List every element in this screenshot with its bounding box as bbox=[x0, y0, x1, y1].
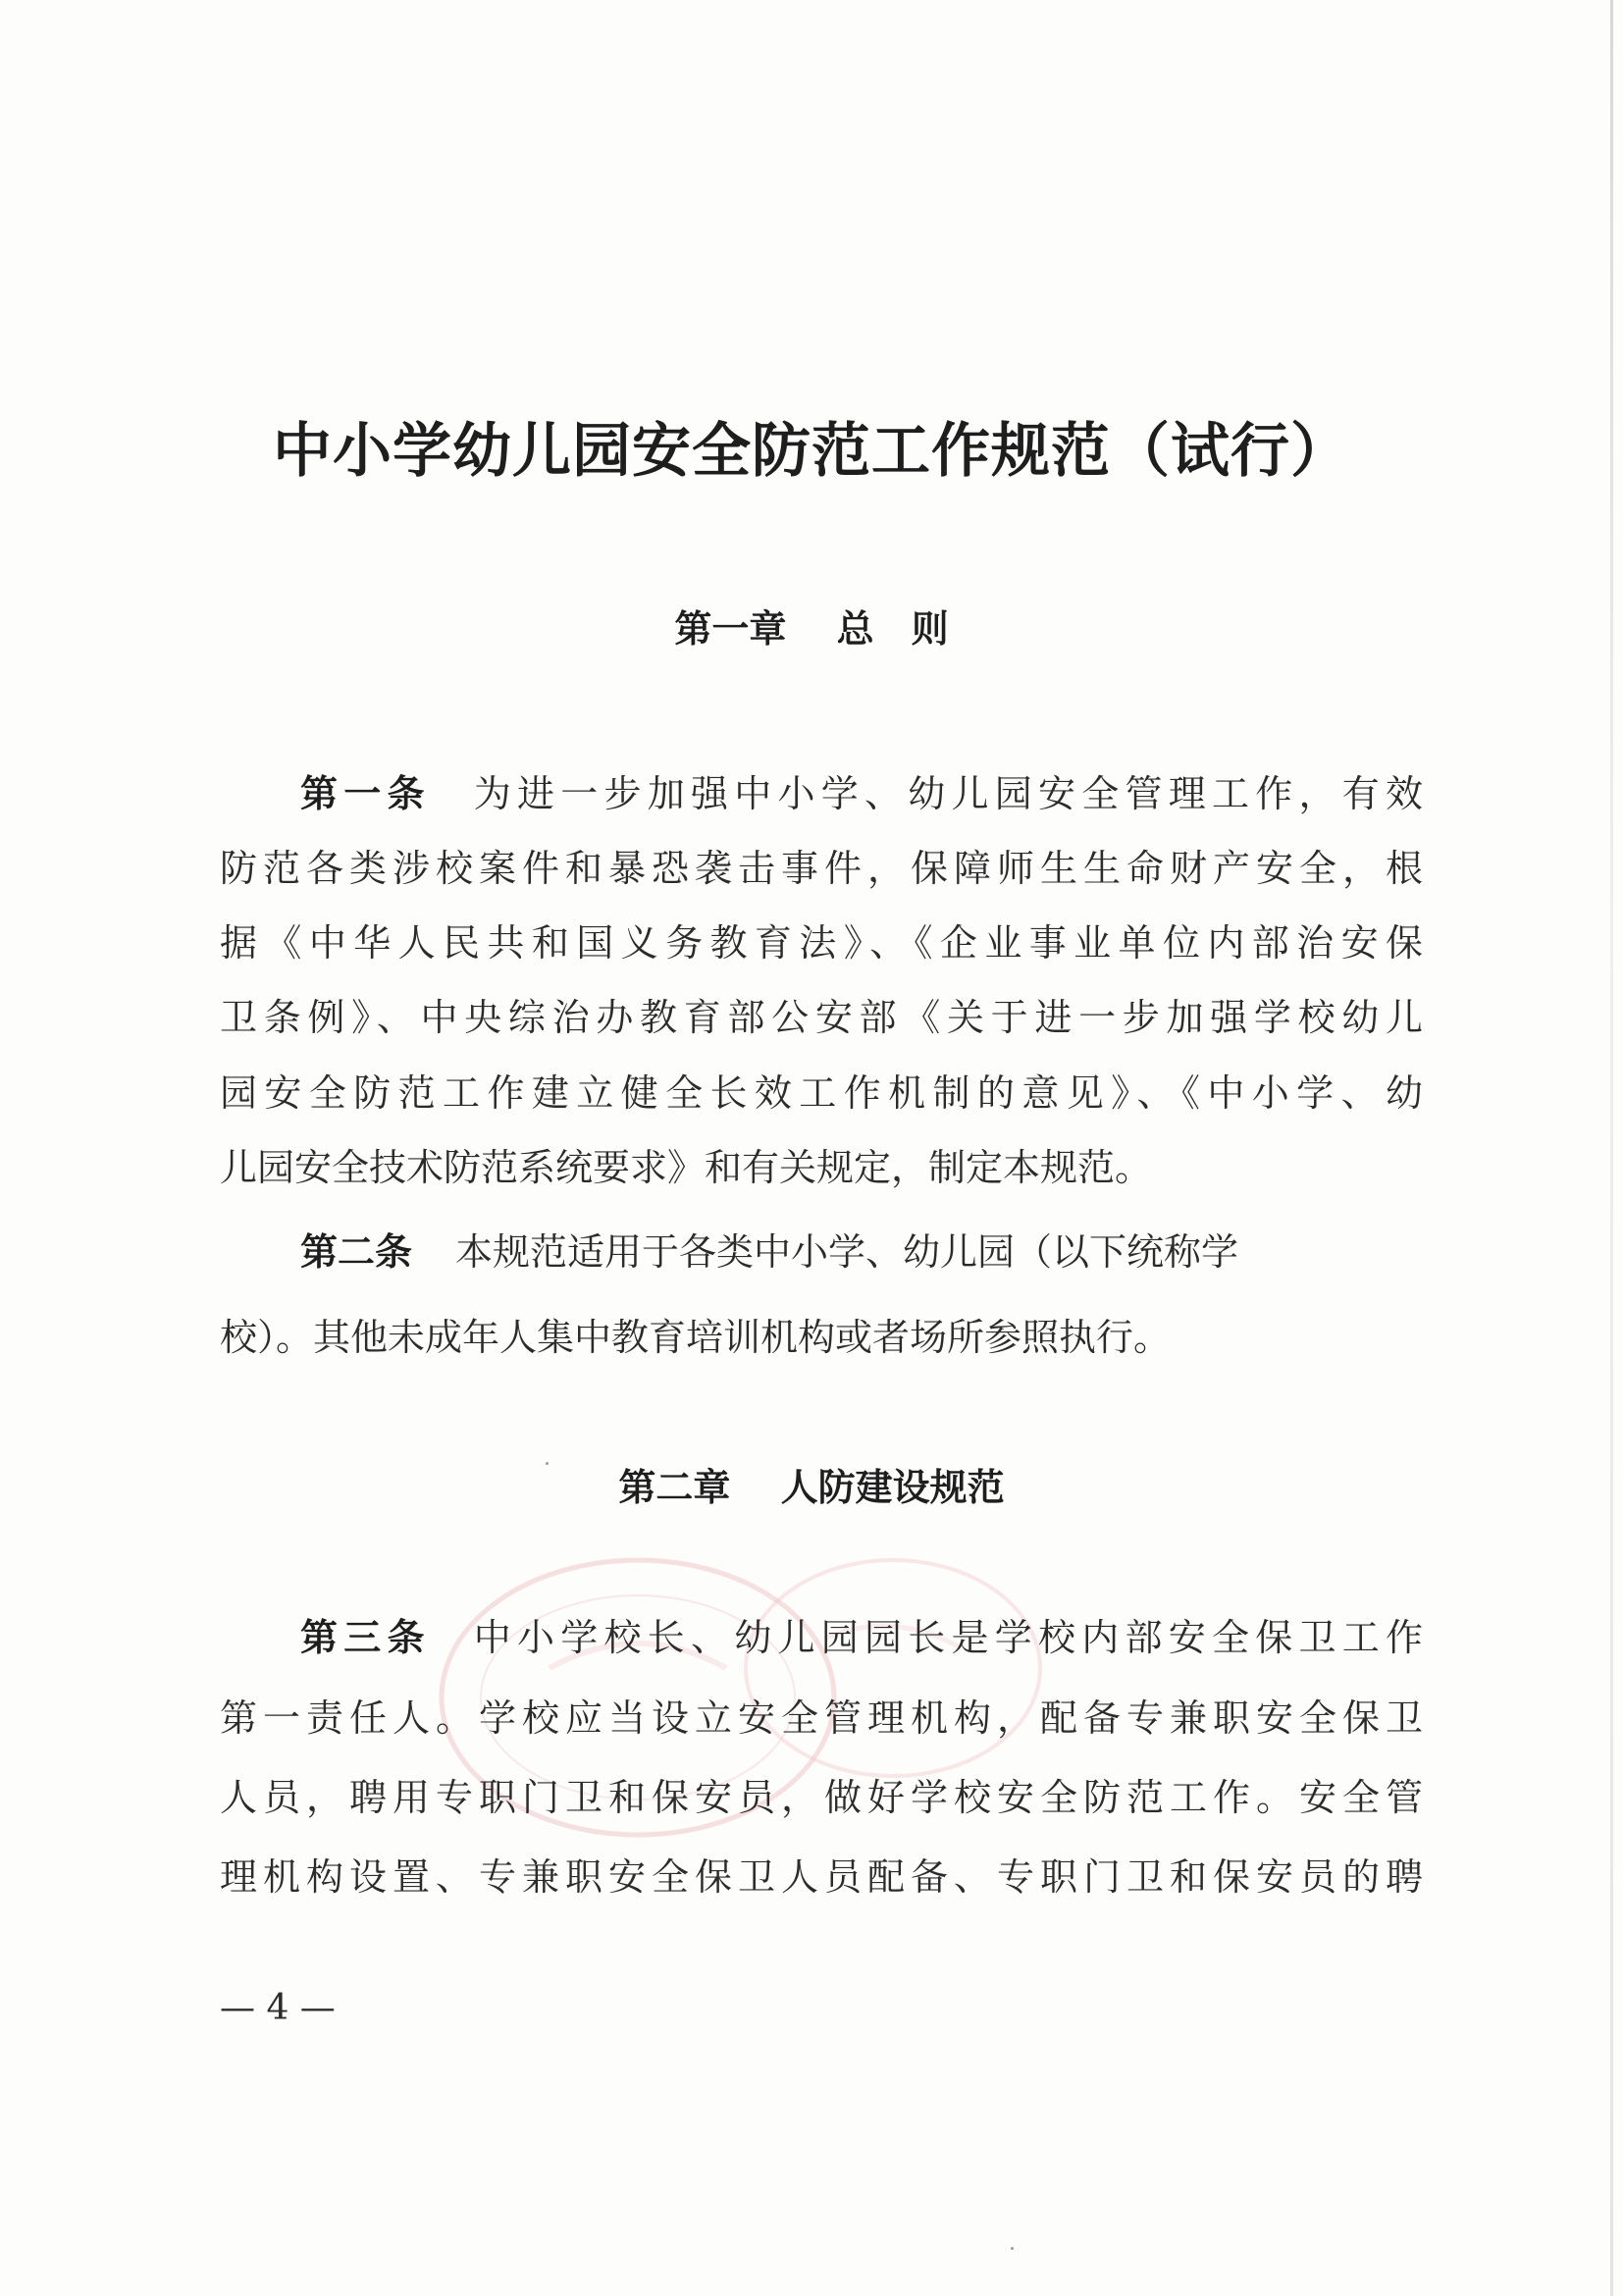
article-1-line-3: 据《中华人民共和国义务教育法》、《企业事业单位内部治安保 bbox=[220, 921, 1423, 965]
article-1-text-1: 为进一步加强中小学、幼儿园安全管理工作，有效 bbox=[473, 772, 1423, 815]
article-3-line-2: 第一责任人。学校应当设立安全管理机构，配备专兼职安全保卫 bbox=[220, 1696, 1423, 1740]
article-3-line-4: 理机构设置、专兼职安全保卫人员配备、专职门卫和保安员的聘 bbox=[220, 1855, 1423, 1899]
article-1-line-2: 防范各类涉校案件和暴恐袭击事件，保障师生生命财产安全，根 bbox=[220, 847, 1423, 890]
article-3-line-1 bbox=[300, 1614, 1423, 1661]
article-1-line-4: 卫条例》、中央综治办教育部公安部《关于进一步加强学校幼儿 bbox=[220, 996, 1423, 1039]
article-1-line-6: 儿园安全技术防范系统要求》和有关规定，制定本规范。 bbox=[220, 1146, 1153, 1189]
article-2-text-1: 本规范适用于各类中小学、幼儿园（以下统称学 bbox=[455, 1230, 1239, 1274]
article-3-text-1: 中小学校长、幼儿园园长是学校内部安全保卫工作 bbox=[473, 1616, 1423, 1659]
article-2-line-2: 校）。其他未成年人集中教育培训机构或者场所参照执行。 bbox=[220, 1316, 1172, 1359]
article-1-label: 第一条 bbox=[300, 772, 431, 815]
article-1-line-5: 园安全防范工作建立健全长效工作机制的意见》、《中小学、幼 bbox=[220, 1071, 1423, 1115]
article-1-line-1 bbox=[300, 770, 1423, 817]
chapter-2-heading: 第二章 人防建设规范 bbox=[618, 1466, 1005, 1509]
article-2-line-1 bbox=[300, 1228, 1423, 1276]
article-3-label: 第三条 bbox=[300, 1616, 431, 1659]
article-3-line-3: 人员，聘用专职门卫和保安员，做好学校安全防范工作。安全管 bbox=[220, 1776, 1423, 1819]
scan-speck bbox=[1011, 2247, 1014, 2250]
chapter-1-heading: 第一章 总 则 bbox=[674, 607, 949, 651]
scan-edge-line bbox=[1610, 0, 1613, 2296]
document-title: 中小学幼儿园安全防范工作规范（试行） bbox=[273, 417, 1350, 486]
page-number: — 4 — bbox=[220, 1988, 336, 2028]
article-2-label: 第二条 bbox=[300, 1230, 413, 1274]
scan-speck bbox=[546, 1462, 549, 1465]
